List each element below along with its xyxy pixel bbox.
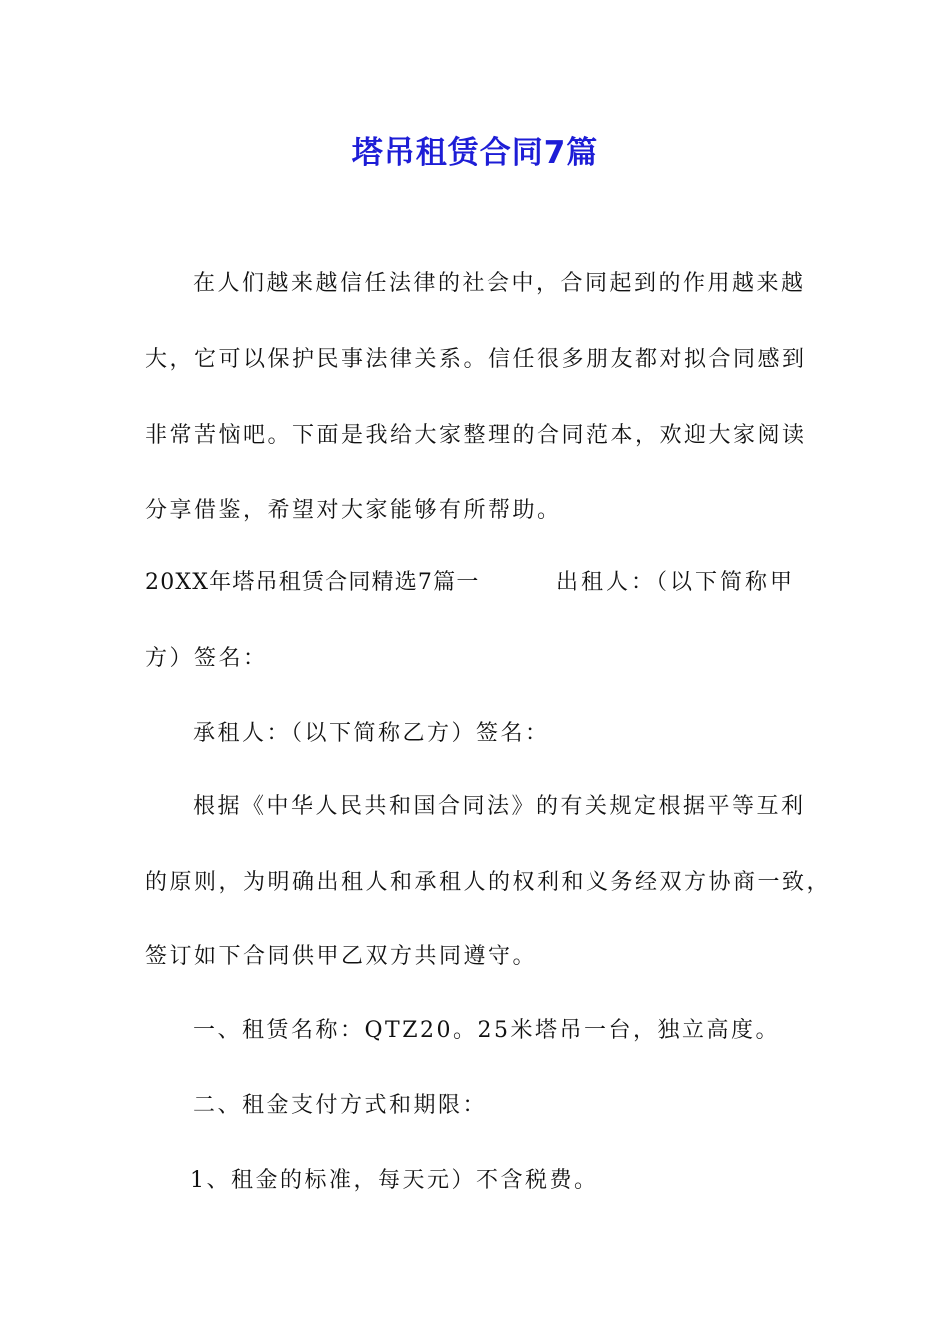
paragraph-line: 非常苦恼吧。下面是我给大家整理的合同范本，欢迎大家阅读 — [145, 423, 807, 448]
paragraph-line: 承租人：（以下简称乙方）签名： — [193, 721, 550, 746]
paragraph-line: 大，它可以保护民事法律关系。信任很多朋友都对拟合同感到 — [145, 347, 807, 372]
paragraph-line: 签订如下合同供甲乙双方共同遵守。 — [145, 944, 538, 969]
clause-line: 二、租金支付方式和期限： — [193, 1093, 488, 1118]
paragraph-line: 分享借鉴，希望对大家能够有所帮助。 — [145, 498, 562, 523]
section-heading: 20XX年塔吊租赁合同精选7篇一 — [145, 570, 480, 595]
paragraph-line: 出租人：（以下简称甲 — [556, 570, 796, 595]
clause-line: 1、租金的标准，每天元）不含税费。 — [190, 1168, 599, 1193]
paragraph-line: 的原则，为明确出租人和承租人的权利和义务经双方协商一致， — [145, 870, 832, 895]
paragraph-line: 在人们越来越信任法律的社会中，合同起到的作用越来越 — [193, 271, 806, 296]
paragraph-line: 根据《中华人民共和国合同法》的有关规定根据平等互利 — [193, 794, 806, 819]
clause-line: 一、租赁名称：QTZ20。25米塔吊一台，独立高度。 — [193, 1018, 780, 1043]
document-title: 塔吊租赁合同7篇 — [351, 135, 599, 171]
paragraph-line: 方）签名： — [145, 646, 268, 671]
